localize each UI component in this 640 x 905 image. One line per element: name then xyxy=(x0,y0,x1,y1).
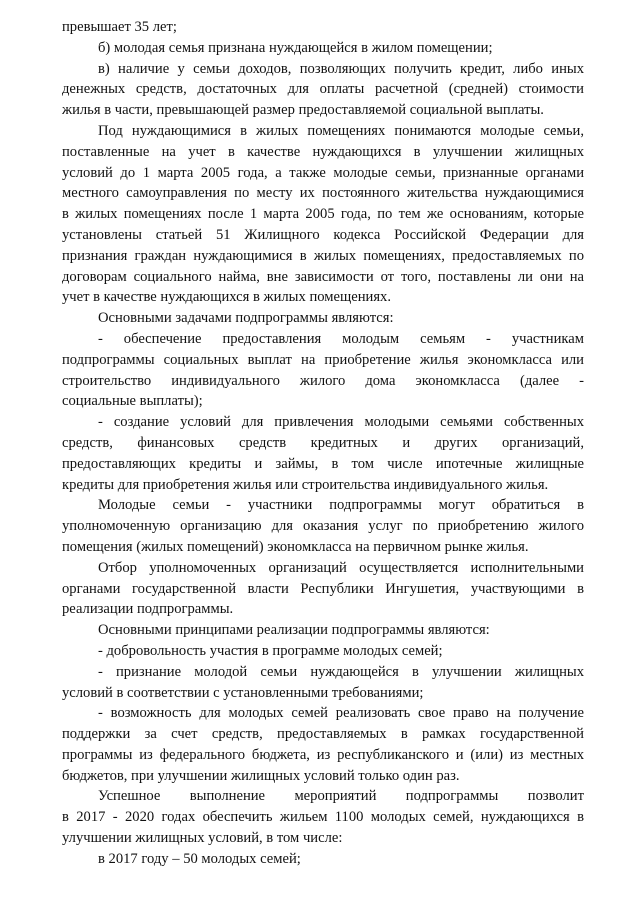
text-line: учет в качестве нуждающихся в жилых помещениях. xyxy=(62,289,391,306)
text-line: Основными принципами реализации подпрограммы являются: xyxy=(98,622,490,639)
text-line: в жилых помещениях после 1 марта 2005 года, по тем же основаниям, которые xyxy=(62,206,584,223)
text-line: в) наличие у семьи доходов, позволяющих получить кредит, либо иных xyxy=(98,60,584,77)
text-line: Под нуждающимися в жилых помещениях понимаются молодые семьи, xyxy=(98,122,584,139)
text-line: органами государственной власти Республики Ингушетия, участвующими в xyxy=(62,580,584,597)
text-line: средств, финансовых средств кредитных и других организаций, xyxy=(62,434,584,451)
text-line: поставленные на учет в качестве нуждающихся в улучшении жилищных xyxy=(62,143,584,160)
text-line: уполномоченную организацию для оказания услуг по приобретению жилого xyxy=(62,518,584,535)
text-line: улучшении жилищных условий, в том числе: xyxy=(62,830,343,847)
text-line: помещения (жилых помещений) экономкласса на первичном рынке жилья. xyxy=(62,538,529,555)
text-line: б) молодая семья признана нуждающейся в жилом помещении; xyxy=(98,39,493,56)
text-line: - возможность для молодых семей реализовать свое право на получение xyxy=(98,705,584,722)
text-line: Молодые семьи - участники подпрограммы могут обратиться в xyxy=(98,497,584,514)
document-page xyxy=(62,17,584,870)
text-line: договорам социального найма, вне зависимости от того, поставлены ли они на xyxy=(62,268,584,285)
text-line: жилья в части, превышающей размер предоставляемой социальной выплаты. xyxy=(62,102,544,119)
text-line: предоставляющих кредиты и займы, в том числе ипотечные жилищные xyxy=(62,455,584,472)
text-line: условий до 1 марта 2005 года, а также молодые семьи, признанные органами xyxy=(62,164,584,181)
text-line: кредиты для приобретения жилья или строительства индивидуального жилья. xyxy=(62,476,549,493)
text-line: бюджетов, при улучшении жилищных условий только один раз. xyxy=(62,767,460,784)
text-line: Основными задачами подпрограммы являются: xyxy=(98,310,394,327)
text-line: - признание молодой семьи нуждающейся в улучшении жилищных xyxy=(98,663,584,680)
text-line: Успешное выполнение мероприятий подпрограммы позволит xyxy=(98,788,584,805)
text-line: - добровольность участия в программе молодых семей; xyxy=(98,642,443,659)
text-line: строительство индивидуального жилого дома экономкласса (далее - xyxy=(62,372,584,389)
text-line: Отбор уполномоченных организаций осуществляется исполнительными xyxy=(98,559,584,576)
text-line: программы из федерального бюджета, из республиканского и (или) из местных xyxy=(62,746,584,763)
text-line: поддержки за счет средств, предоставляемых в рамках государственной xyxy=(62,726,584,743)
text-line: подпрограммы социальных выплат на приобретение жилья экономкласса или xyxy=(62,351,584,368)
text-line: социальные выплаты); xyxy=(62,393,203,410)
text-line: реализации подпрограммы. xyxy=(62,601,234,618)
text-line: признания граждан нуждающимися в жилых помещениях, предоставляемых по xyxy=(62,247,584,264)
text-line: превышает 35 лет; xyxy=(62,19,177,35)
text-line: в 2017 году – 50 молодых семей; xyxy=(98,850,301,867)
text-line: условий в соответствии с установленными требованиями; xyxy=(62,684,424,701)
text-line: в 2017 - 2020 годах обеспечить жильем 1100 молодых семей, нуждающихся в xyxy=(62,809,584,826)
text-line: установлены статьей 51 Жилищного кодекса Российской Федерации для xyxy=(62,226,584,243)
text-line: денежных средств, достаточных для оплаты расчетной (средней) стоимости xyxy=(62,81,584,98)
text-line: - обеспечение предоставления молодым семьям - участникам xyxy=(98,330,584,347)
text-line: местного самоуправления по месту их постоянного жительства нуждающимися xyxy=(62,185,584,202)
text-line: - создание условий для привлечения молодыми семьями собственных xyxy=(98,414,584,431)
